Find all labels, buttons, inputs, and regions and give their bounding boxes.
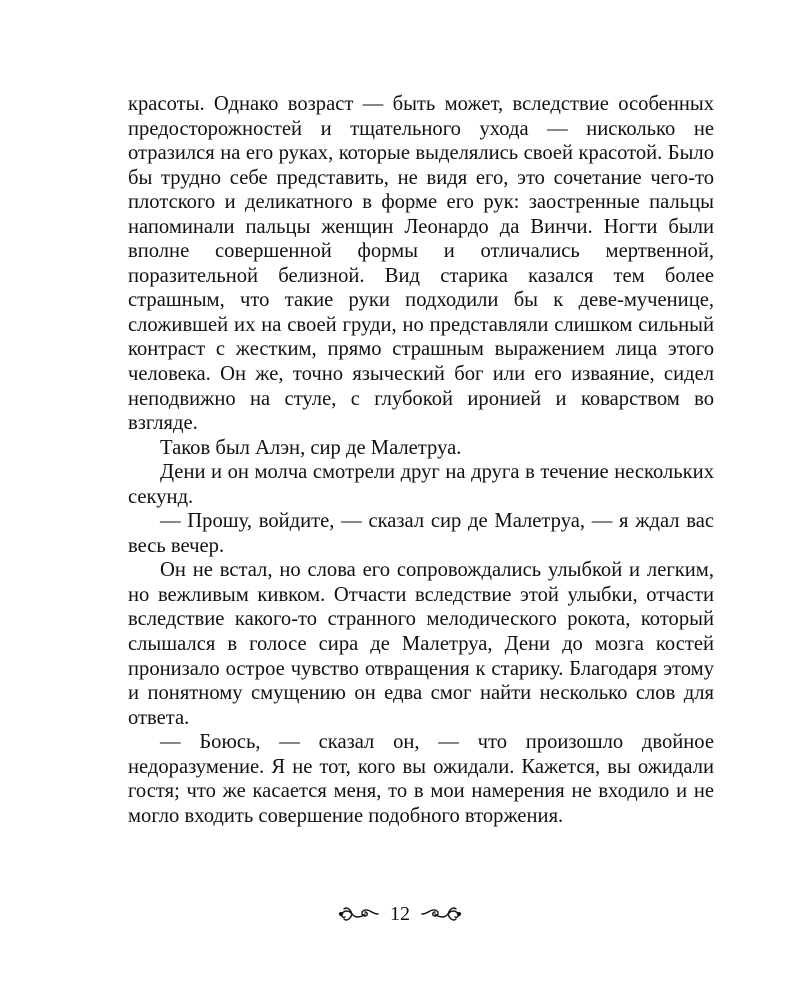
page-footer bbox=[0, 899, 800, 929]
paragraph-6: — Боюсь, — сказал он, — что произошло двойное недоразумение. Я не тот, кого вы ожидали. Кажется, вы ожидали гостя; что же касается меня, то в мои намерения не входило и не могло входить совершение подобного вторжения. bbox=[128, 731, 714, 827]
paragraph-3: Дени и он молча смотрели друг на друга в течение нескольких секунд. bbox=[128, 461, 714, 508]
paragraph-1: красоты. Однако возраст — быть может, вследствие особенных предосторожностей и тщательного ухода — нисколько не отразился на его руках, которые выделялись своей красотой. Было бы трудно себе представить, не видя его, это сочетание чего-то плотского и деликатного в форме его рук: заостренные пальцы напоминали пальцы женщин Леонардо да Винчи. Ногти были вполне совершенной формы и отличались мертвенной, поразительной белизной. Вид старика казался тем более страшным, что такие руки подходили бы к деве-мученице, сложившей их на своей груди, но представляли слишком сильный контраст с жестким, прямо страшным выражением лица этого человека. Он же, точно языческий бог или его изваяние, сидел неподвижно на стуле, с глубокой иронией и коварством во взгляде. bbox=[128, 93, 714, 435]
right-ornament-icon bbox=[420, 904, 462, 924]
paragraph-4: — Прошу, войдите, — сказал сир де Малетруа, — я ждал вас весь вечер. bbox=[128, 510, 714, 557]
paragraph-5: Он не встал, но слова его сопровождались улыбкой и легким, но вежливым кивком. Отчасти вследствие этой улыбки, отчасти вследствие какого-то странного мелодического рокота, который слышался в голосе сира де Малетруа, Дени до мозга костей пронизало острое чувство отвращения к старику. Благодаря этому и понятному смущению он едва смог найти несколько слов для ответа. bbox=[128, 559, 714, 729]
left-ornament-icon bbox=[338, 904, 380, 924]
body-text bbox=[128, 92, 714, 828]
page-number: 12 bbox=[390, 902, 410, 925]
paragraph-2: Таков был Алэн, сир де Малетруа. bbox=[160, 436, 462, 459]
